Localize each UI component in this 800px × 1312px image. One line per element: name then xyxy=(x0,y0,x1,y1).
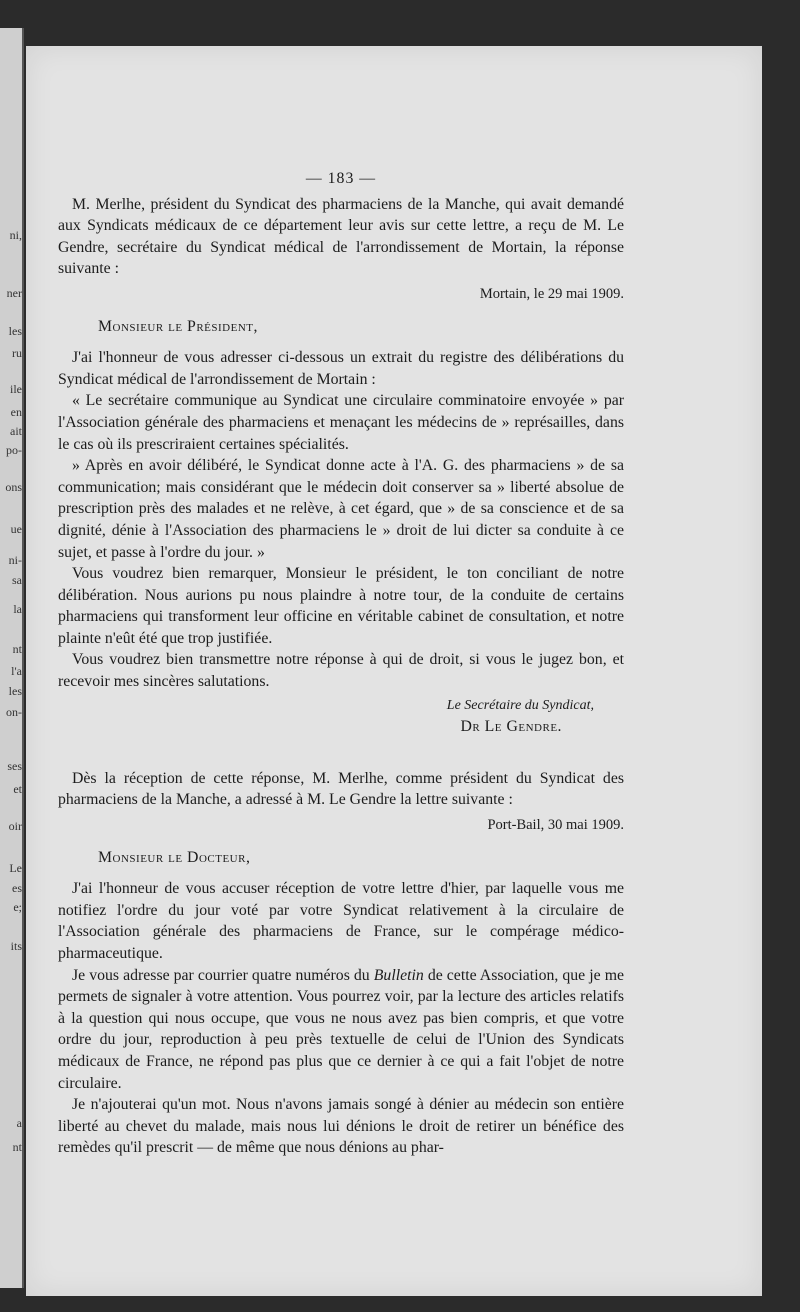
prev-page-fragment: its xyxy=(10,939,22,953)
prev-page-fragment: ni- xyxy=(8,553,22,567)
prev-page-fragment: es xyxy=(12,881,22,895)
prev-page-fragment: en xyxy=(10,405,22,419)
letter1-signature-name: Dr Le Gendre. xyxy=(460,718,562,736)
previous-page-edge xyxy=(0,28,24,1288)
letter1-place-date: Mortain, le 29 mai 1909. xyxy=(479,285,624,302)
prev-page-fragment: po- xyxy=(6,443,22,457)
letter2-salutation: Monsieur le Docteur, xyxy=(98,848,251,866)
prev-page-fragment: sa xyxy=(12,573,22,587)
bulletin-title: Bulletin xyxy=(373,966,424,984)
bridge-paragraph: Dès la réception de cette réponse, M. Merlhe, comme président du Syndicat des pharmaciens de la Manche, a adressé à M. Le Gendre la lettre suivante : xyxy=(58,769,624,809)
prev-page-fragment: ru xyxy=(12,346,22,360)
intro-paragraph: M. Merlhe, président du Syndicat des pharmaciens de la Manche, qui avait demandé aux Syndicats médicaux de ce département leur avis sur cette lettre, a reçu de M. Le Gendre, secrétaire du Syndicat médical de l'arrondissement de Mortain, la réponse suivante : xyxy=(58,195,624,278)
letter1-paragraph-3: Vous voudrez bien transmettre notre réponse à qui de droit, si vous le jugez bon, et recevoir mes sincères salutations. xyxy=(58,651,624,691)
prev-page-fragment: ons xyxy=(5,480,22,494)
prev-page-fragment: ue xyxy=(10,522,22,536)
prev-page-fragment: les xyxy=(8,684,22,698)
letter1-paragraph-2: Vous voudrez bien remarquer, Monsieur le président, le ton conciliant de notre délibération. Nous aurions pu nous plaindre à notre tour, de la conduite de certains pharmaciens qui transforment leur officine en véritable cabinet de consultation, et notre plainte n'eût été que trop justifiée. xyxy=(58,565,624,647)
prev-page-fragment: Le xyxy=(9,861,22,875)
prev-page-fragment: ner xyxy=(6,286,22,300)
prev-page-fragment: nt xyxy=(12,642,22,656)
prev-page-fragment: ile xyxy=(10,382,22,396)
prev-page-fragment: les xyxy=(8,324,22,338)
letter1-paragraph-1: J'ai l'honneur de vous adresser ci-dessous un extrait du registre des délibérations du Syndicat médical de l'arrondissement de Mortain : xyxy=(58,349,624,388)
letter1-signature-role: Le Secrétaire du Syndicat, xyxy=(446,697,594,713)
prev-page-fragment: et xyxy=(13,782,22,796)
prev-page-fragment: a xyxy=(16,1116,22,1130)
prev-page-fragment: nt xyxy=(12,1140,22,1154)
section-gap xyxy=(58,738,624,768)
page-number: — 183 — xyxy=(305,170,377,187)
letter2-place-date: Port-Bail, 30 mai 1909. xyxy=(487,817,624,834)
prev-page-fragment: ni, xyxy=(9,228,22,242)
letter2-p2-end: de cette Association, que je me permets de signaler à votre attention. Vous pourrez voir, par la lecture des articles relatifs à la question qui nous occupe, que vous ne nous avez pas bien compris, et que votre ordre du jour, reproduction à peu près textuelle de celui de l'Union des Syndicats médicaux de France, ne répond pas plus que ce dernier à ce qui a fait l'objet de notre circulaire. xyxy=(58,966,625,1092)
prev-page-fragment: l'a xyxy=(11,664,22,678)
page xyxy=(26,46,762,1296)
prev-page-fragment: on- xyxy=(6,705,22,719)
letter2-paragraph-3: Je n'ajouterai qu'un mot. Nous n'avons jamais songé à dénier au médecin son entière liberté au chevet du malade, mais nous lui dénions le droit de retirer un bénéfice des remèdes qu'il prescrit — de même que nous dénions au phar- xyxy=(58,1096,624,1157)
prev-page-fragment: ses xyxy=(7,759,22,773)
letter1-quote-2: » Après en avoir délibéré, le Syndicat donne acte à l'A. G. des pharmaciens » de sa communication; mais considérant que le médecin doit conserver sa » liberté absolue de prescription près des malades et ne relève, à cet égard, que » de sa conscience et de sa dignité, dénie à l'Association des pharmaciens le » droit de lui dicter sa conduite à ce sujet, et passe à l'ordre du jour. » xyxy=(58,457,624,561)
page-content xyxy=(58,168,624,1159)
prev-page-fragment: la xyxy=(13,602,22,616)
letter1-quote-1: « Le secrétaire communique au Syndicat une circulaire comminatoire envoyée » par l'Association générale des pharmaciens et menaçant les médecins de » représailles, dans le cas où ils prescriraient certaines spécialités. xyxy=(58,392,624,453)
prev-page-fragment: oir xyxy=(8,819,22,833)
letter2-p2-start: Je vous adresse par courrier quatre numéros du xyxy=(72,966,374,984)
prev-page-fragment: e; xyxy=(13,900,22,914)
letter2-paragraph-2 xyxy=(58,965,624,1095)
letter1-salutation: Monsieur le Président, xyxy=(98,317,258,335)
letter2-paragraph-1: J'ai l'honneur de vous accuser réception de votre lettre d'hier, par laquelle vous me notifiez l'ordre du jour voté par votre Syndicat relativement à la circulaire de l'Association générale des pharmaciens de France, sur le compérage médico-pharmaceutique. xyxy=(58,880,624,962)
prev-page-fragment: ait xyxy=(10,424,22,438)
